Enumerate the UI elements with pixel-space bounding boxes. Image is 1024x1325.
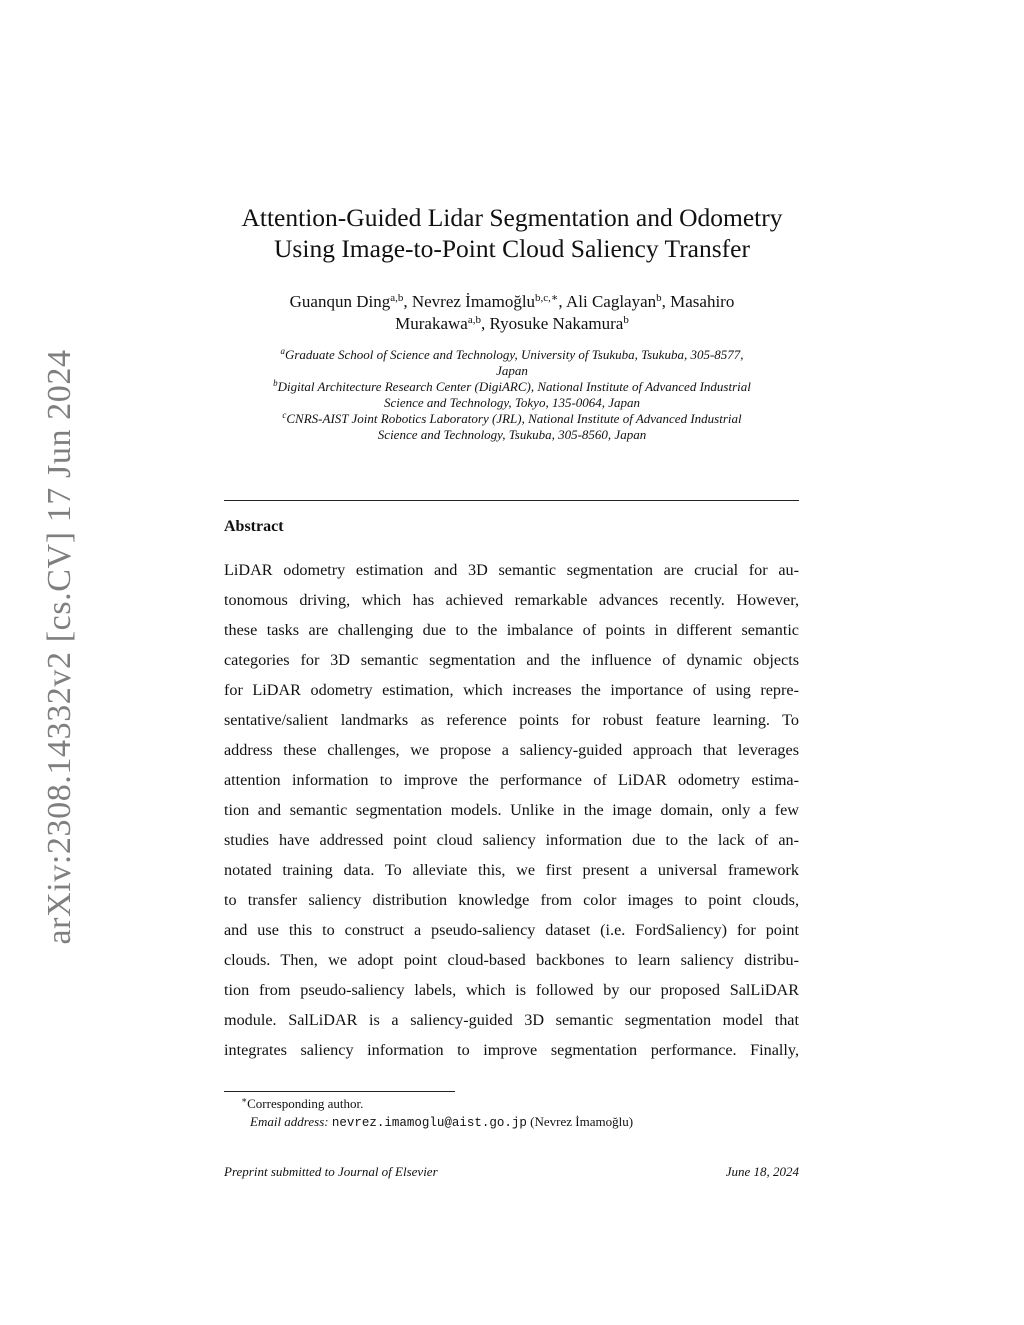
author-affiliation-mark: b [656, 292, 662, 304]
author-line-2: Murakawa$^{a,b}$, Ryosuke Nakamura$^b$ [395, 314, 629, 333]
abstract-line: integrates saliency information to improve segmentation performance. Finally, [224, 1041, 799, 1059]
abstract-line: sentative/salient landmarks as reference points for robust feature learning. To [224, 711, 799, 729]
abstract-divider [224, 500, 799, 501]
abstract-line: for LiDAR odometry estimation, which increases the importance of using repre- [224, 681, 799, 699]
abstract-line: tonomous driving, which has achieved remarkable advances recently. However, [224, 591, 799, 609]
abstract-line: LiDAR odometry estimation and 3D semantic segmentation are crucial for au- [224, 561, 799, 579]
abstract-line: studies have addressed point cloud saliency information due to the lack of an- [224, 831, 799, 849]
author-line-1: Guanqun Ding$^{a,b}$, Nevrez İmamoğlu$^{b,c,∗}$, Ali Caglayan$^b$, Masahiro [289, 292, 735, 311]
abstract-line: categories for 3D semantic segmentation and the influence of dynamic objects [224, 651, 799, 669]
author-list [0, 291, 1024, 335]
affiliation-a-line-1: $^a$Graduate School of Science and Technology, University of Tsukuba, Tsukuba, 305-8577, [280, 346, 744, 362]
abstract-line: address these challenges, we propose a saliency-guided approach that leverages [224, 741, 799, 759]
abstract-line: clouds. Then, we adopt point cloud-based backbones to learn saliency distribu- [224, 951, 799, 969]
email-note [224, 1113, 633, 1132]
email-address-link[interactable]: nevrez.imamoglu@aist.go.jp [331, 1116, 527, 1130]
preprint-notice: Preprint submitted to Journal of Elsevier [224, 1164, 438, 1179]
preprint-date: June 18, 2024 [725, 1164, 799, 1179]
author-affiliation-mark: a,b [467, 314, 481, 326]
email-owner: (Nevrez İmamoğlu) [530, 1114, 634, 1129]
corresponding-author-note: ∗Corresponding author. [241, 1095, 364, 1111]
author-affiliation-mark: a,b [390, 292, 404, 304]
abstract-line: attention information to improve the performance of LiDAR odometry estima- [224, 771, 799, 789]
abstract-line: tion and semantic segmentation models. Unlike in the image domain, only a few [224, 801, 799, 819]
author-name-first-part: Masahiro [670, 292, 735, 311]
footnote-divider [224, 1091, 455, 1092]
title-line-2: Using Image-to-Point Cloud Saliency Transfer [274, 234, 750, 263]
arxiv-identifier-stamp: arXiv:2308.14332v2 [cs.CV] 17 Jun 2024 [41, 349, 78, 945]
email-label: Email address: [250, 1114, 329, 1129]
title-line-1: Attention-Guided Lidar Segmentation and Odometry [241, 203, 783, 232]
author-name: Guanqun Ding [289, 292, 391, 311]
paper-title [0, 202, 1024, 264]
abstract-body [224, 555, 799, 1065]
footnote [224, 1095, 633, 1132]
abstract-line: notated training data. To alleviate this, we first present a universal framework [224, 861, 799, 879]
abstract-line: to transfer saliency distribution knowledge from color images to point clouds, [224, 891, 799, 909]
author-name: Ryosuke Nakamura [489, 314, 624, 333]
abstract-heading: Abstract [224, 518, 284, 535]
affiliation-a-line-2: Japan [496, 363, 528, 378]
affiliation-c-line-1: $^c$CNRS-AIST Joint Robotics Laboratory (JRL), National Institute of Advanced Industrial [282, 410, 742, 426]
author-affiliation-mark: b,c,∗ [535, 292, 559, 304]
author-affiliation-mark: b [623, 314, 629, 326]
abstract-line: and use this to construct a pseudo-saliency dataset (i.e. FordSaliency) for point [224, 921, 799, 939]
author-name: Ali Caglayan [565, 292, 657, 311]
affiliation-b-line-1: $^b$Digital Architecture Research Center (DigiARC), National Institute of Advanced Industrial [273, 378, 751, 394]
author-name: Nevrez İmamoğlu [411, 292, 536, 311]
abstract-line: these tasks are challenging due to the imbalance of points in different semantic [224, 621, 799, 639]
author-name-second-part: Murakawa [395, 314, 468, 333]
affiliation-list [0, 347, 1024, 443]
abstract-line: tion from pseudo-saliency labels, which is followed by our proposed SalLiDAR [224, 981, 799, 999]
abstract-line: module. SalLiDAR is a saliency-guided 3D semantic segmentation model that [224, 1011, 799, 1029]
affiliation-b-line-2: Science and Technology, Tokyo, 135-0064, Japan [383, 395, 641, 410]
affiliation-c-line-2: Science and Technology, Tsukuba, 305-8560, Japan [377, 427, 647, 442]
